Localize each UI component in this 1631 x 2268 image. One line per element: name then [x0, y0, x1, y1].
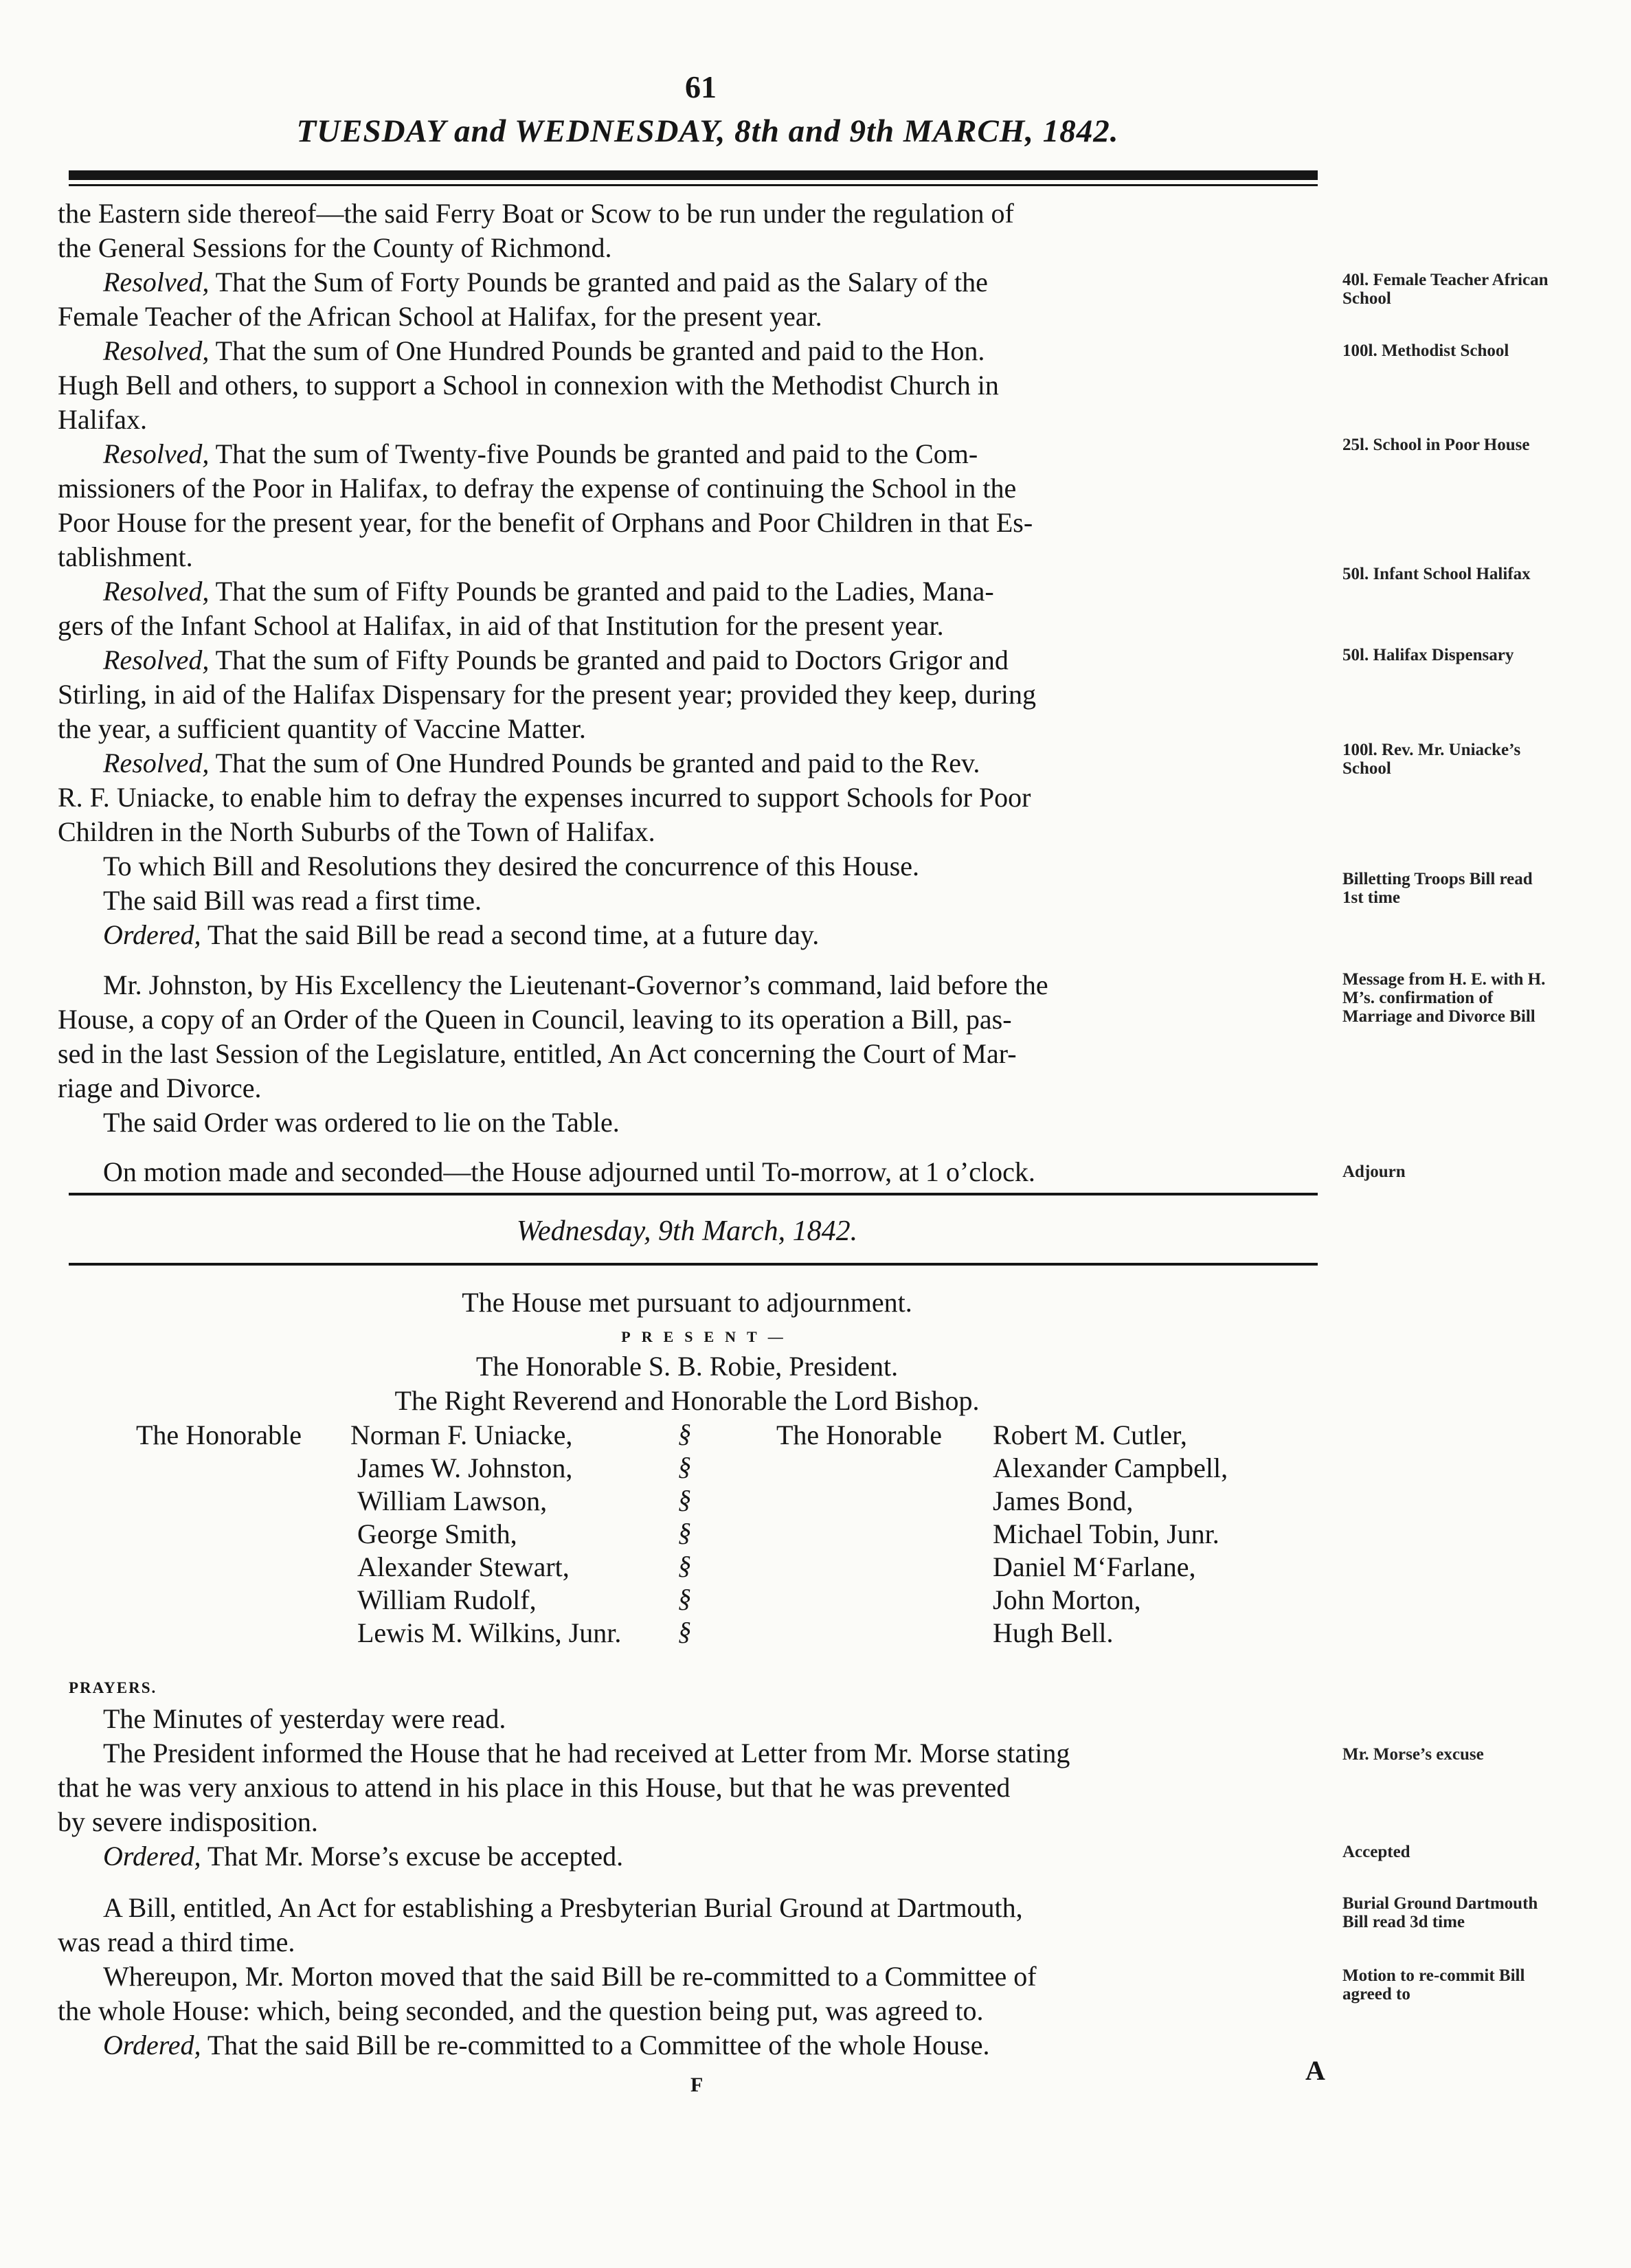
left-name: William Rudolf,: [357, 1584, 537, 1615]
prayers-label: PRAYERS.: [69, 1679, 157, 1696]
page-header: TUESDAY and WEDNESDAY, 8th and 9th MARCH, 1842.: [296, 113, 1119, 149]
met-line: The House met pursuant to adjournment.: [462, 1287, 912, 1318]
section-mark-icon: §: [678, 1419, 691, 1448]
body-line: Resolved, That the sum of Fifty Pounds be granted and paid to Doctors Grigor and: [103, 644, 1009, 675]
right-name: Hugh Bell.: [993, 1617, 1114, 1648]
margin-note: Motion to re-commit Bill agreed to: [1342, 1966, 1525, 2003]
body-line: Halifax.: [58, 404, 147, 435]
body-line: Female Teacher of the African School at Halifax, for the present year.: [58, 301, 822, 332]
body-line: that he was very anxious to attend in his place in this House, but that he was prevented: [58, 1772, 1011, 1803]
body-line: Resolved, That the sum of One Hundred Pounds be granted and paid to the Rev.: [103, 748, 980, 778]
body-line: Resolved, That the sum of Twenty-five Pounds be granted and paid to the Com-: [103, 438, 978, 469]
left-name: Lewis M. Wilkins, Junr.: [357, 1617, 622, 1648]
body-line: was read a third time.: [58, 1927, 295, 1957]
section-mark-icon: §: [678, 1551, 691, 1580]
body-line: riage and Divorce.: [58, 1073, 262, 1103]
body-line: Mr. Johnston, by His Excellency the Lieutenant-Governor’s command, laid before the: [103, 969, 1048, 1000]
left-name: Alexander Stewart,: [357, 1551, 570, 1582]
body-line: Whereupon, Mr. Morton moved that the said Bill be re-committed to a Committee of: [103, 1961, 1037, 1992]
right-name: John Morton,: [993, 1584, 1141, 1615]
signature-letter: A: [1305, 2055, 1325, 2086]
body-line: the General Sessions for the County of Richmond.: [58, 232, 612, 263]
body-line: House, a copy of an Order of the Queen in Council, leaving to its operation a Bill, pas-: [58, 1004, 1012, 1035]
section-rule: [69, 1193, 1318, 1195]
left-name: James W. Johnston,: [357, 1452, 573, 1483]
right-name: Michael Tobin, Junr.: [993, 1518, 1219, 1549]
present-label: PRESENT—: [621, 1328, 794, 1345]
section-rule-2: [69, 1263, 1318, 1266]
header-rule-thin: [69, 184, 1318, 186]
body-line: The Minutes of yesterday were read.: [103, 1703, 506, 1734]
signature-mark: F: [690, 2074, 704, 2096]
section-mark-icon: §: [678, 1617, 691, 1646]
section-date: Wednesday, 9th March, 1842.: [516, 1215, 858, 1247]
body-line: sed in the last Session of the Legislature, entitled, An Act concerning the Court of Mar-: [58, 1038, 1017, 1069]
body-line: gers of the Infant School at Halifax, in aid of that Institution for the present year.: [58, 610, 944, 641]
margin-note: Accepted: [1342, 1843, 1410, 1861]
body-line: Resolved, That the Sum of Forty Pounds be granted and paid as the Salary of the: [103, 267, 988, 297]
margin-note: Mr. Morse’s excuse: [1342, 1745, 1484, 1764]
body-line: Resolved, That the sum of One Hundred Pounds be granted and paid to the Hon.: [103, 335, 985, 366]
bishop-line: The Right Reverend and Honorable the Lord Bishop.: [394, 1385, 980, 1416]
body-line: R. F. Uniacke, to enable him to defray the expenses incurred to support Schools for Poor: [58, 782, 1031, 813]
page-number: 61: [685, 69, 717, 104]
body-line: Poor House for the present year, for the benefit of Orphans and Poor Children in that Es-: [58, 507, 1033, 538]
body-line: the year, a sufficient quantity of Vaccine Matter.: [58, 713, 586, 744]
right-name: James Bond,: [993, 1485, 1134, 1516]
margin-note: 100l. Rev. Mr. Uniacke’s School: [1342, 741, 1521, 778]
section-mark-icon: §: [678, 1584, 691, 1613]
right-name: Robert M. Cutler,: [993, 1419, 1187, 1450]
left-name: George Smith,: [357, 1518, 517, 1549]
body-line: the Eastern side thereof—the said Ferry Boat or Scow to be run under the regulation of: [58, 198, 1014, 229]
right-prefix: The Honorable: [776, 1419, 943, 1450]
president-line: The Honorable S. B. Robie, President.: [475, 1351, 899, 1382]
right-name: Alexander Campbell,: [993, 1452, 1228, 1483]
body-line: missioners of the Poor in Halifax, to defray the expense of continuing the School in the: [58, 473, 1017, 504]
body-line: The President informed the House that he had received at Letter from Mr. Morse stating: [103, 1738, 1070, 1769]
margin-note: Adjourn: [1342, 1163, 1406, 1181]
left-name: William Lawson,: [357, 1485, 548, 1516]
body-line: Children in the North Suburbs of the Town of Halifax.: [58, 816, 655, 847]
margin-note: 50l. Halifax Dispensary: [1342, 646, 1514, 664]
body-line: Resolved, That the sum of Fifty Pounds be granted and paid to the Ladies, Mana-: [103, 576, 994, 607]
body-line: by severe indisposition.: [58, 1806, 318, 1837]
header-rule: [69, 170, 1318, 180]
margin-note: 100l. Methodist School: [1342, 341, 1509, 360]
left-name: Norman F. Uniacke,: [350, 1419, 573, 1450]
body-line: tablishment.: [58, 541, 193, 572]
right-name: Daniel M‘Farlane,: [993, 1551, 1196, 1582]
body-line: The said Order was ordered to lie on the Table.: [103, 1107, 620, 1138]
section-mark-icon: §: [678, 1485, 691, 1514]
body-line: Ordered, That Mr. Morse’s excuse be accepted.: [103, 1841, 624, 1872]
margin-note: Billetting Troops Bill read 1st time: [1342, 870, 1533, 907]
margin-note: Message from H. E. with H. M’s. confirmation of Marriage and Divorce Bill: [1342, 970, 1546, 1026]
body-line: On motion made and seconded—the House adjourned until To-morrow, at 1 o’clock.: [103, 1156, 1035, 1187]
body-line: A Bill, entitled, An Act for establishing a Presbyterian Burial Ground at Dartmouth,: [103, 1892, 1023, 1923]
section-mark-icon: §: [678, 1518, 691, 1547]
margin-note: 25l. School in Poor House: [1342, 436, 1530, 454]
body-line: The said Bill was read a first time.: [103, 885, 482, 916]
margin-note: Burial Ground Dartmouth Bill read 3d time: [1342, 1894, 1538, 1931]
body-line: Ordered, That the said Bill be re-committed to a Committee of the whole House.: [103, 2030, 990, 2061]
body-line: the whole House: which, being seconded, and the question being put, was agreed to.: [58, 1995, 984, 2026]
left-prefix: The Honorable: [136, 1419, 302, 1450]
section-mark-icon: §: [678, 1452, 691, 1481]
margin-note: 50l. Infant School Halifax: [1342, 565, 1531, 583]
body-line: Stirling, in aid of the Halifax Dispensary for the present year; provided they keep, during: [58, 679, 1037, 710]
body-line: To which Bill and Resolutions they desired the concurrence of this House.: [103, 851, 920, 882]
body-line: Ordered, That the said Bill be read a second time, at a future day.: [103, 919, 820, 950]
margin-note: 40l. Female Teacher African School: [1342, 271, 1549, 308]
body-line: Hugh Bell and others, to support a School in connexion with the Methodist Church in: [58, 370, 999, 401]
